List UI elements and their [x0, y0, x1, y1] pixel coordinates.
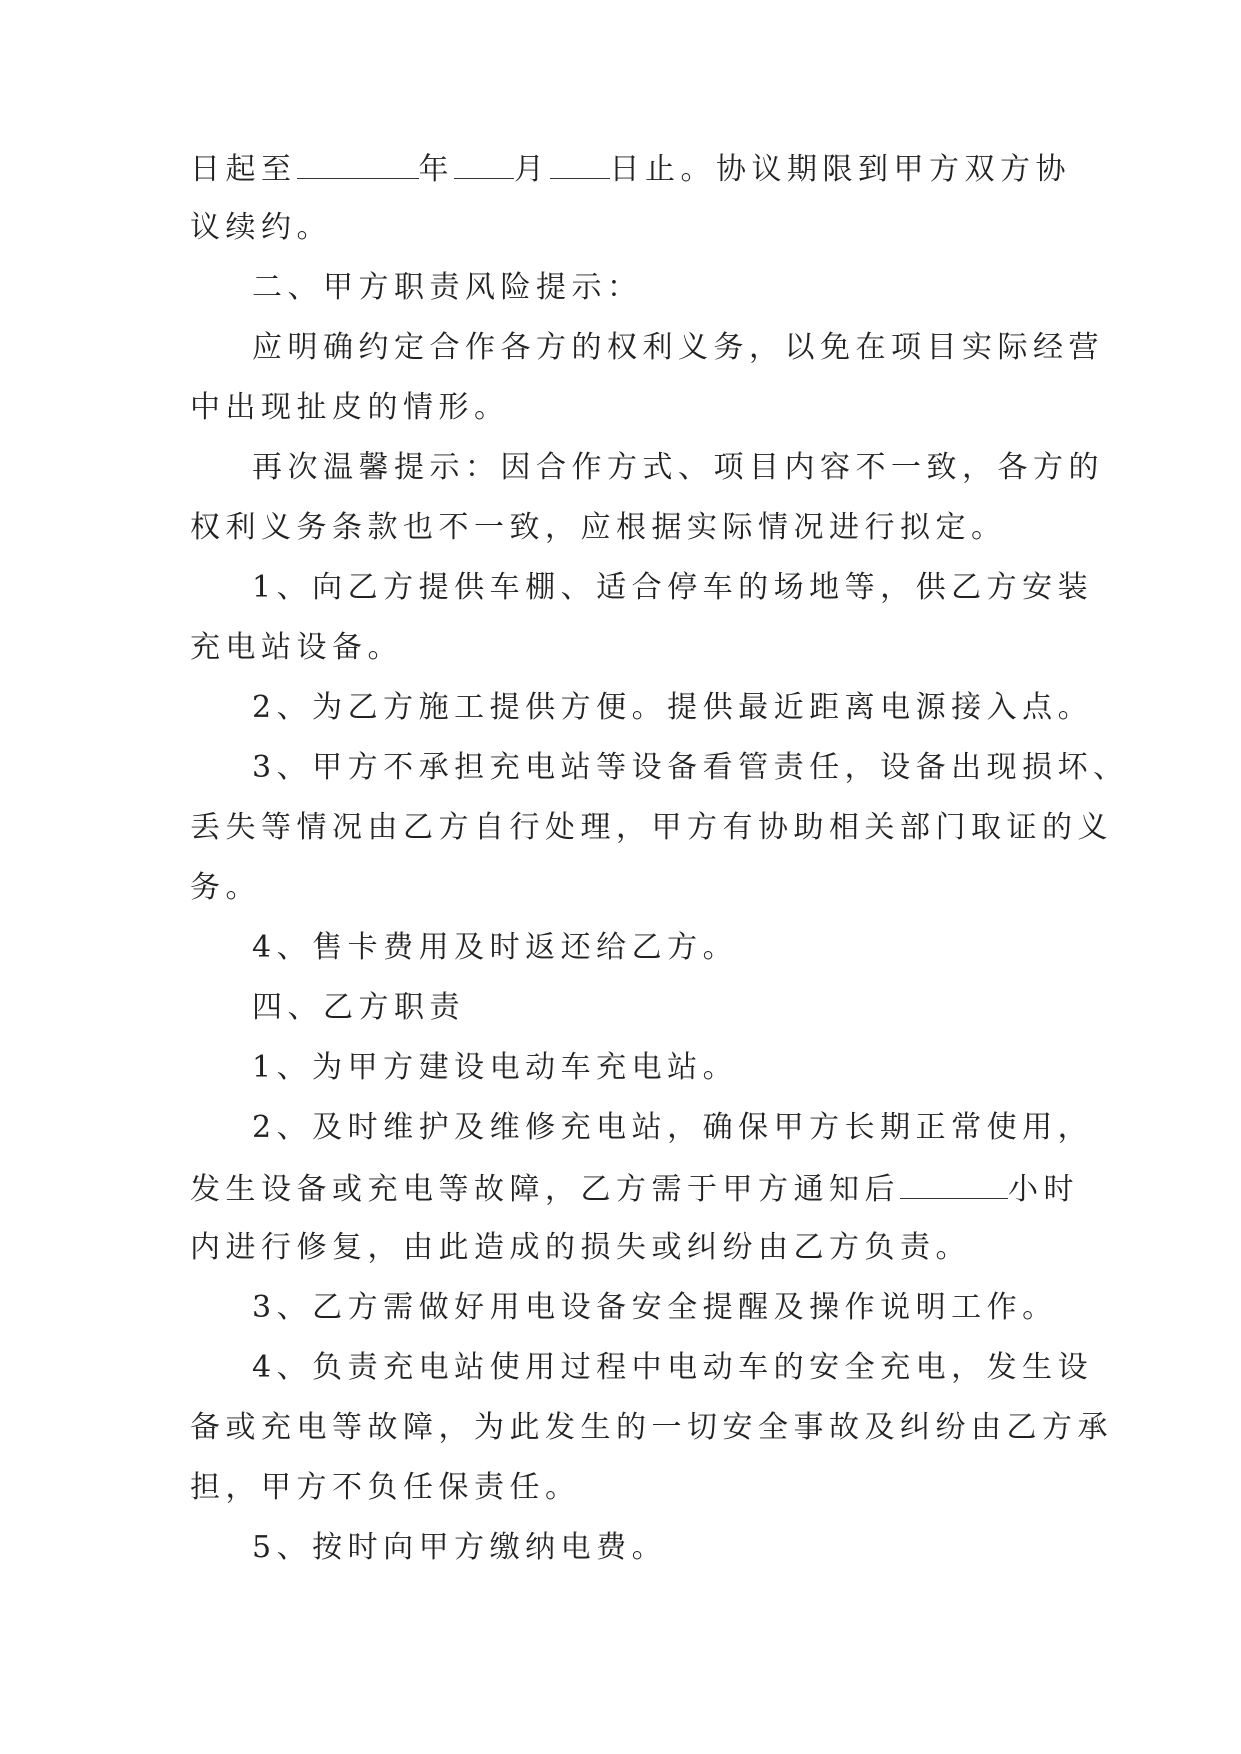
blank-hours-field[interactable] — [900, 1168, 1008, 1199]
paragraph-clarify-line-2: 中出现扯皮的情形。 — [190, 390, 510, 425]
text-date-from: 日起至 — [190, 152, 297, 187]
text-term-end: 日止。协议期限到甲方双方协 — [609, 152, 1071, 187]
party-a-item-3-line-2: 丢失等情况由乙方自行处理，甲方有协助相关部门取证的义 — [190, 810, 1113, 845]
blank-month-field[interactable] — [454, 148, 514, 179]
party-b-item-4-line-2: 备或充电等故障，为此发生的一切安全事故及纠纷由乙方承 — [190, 1410, 1113, 1445]
party-a-item-4: 4、售卡费用及时返还给乙方。 — [252, 930, 739, 965]
party-a-item-2: 2、为乙方施工提供方便。提供最近距离电源接入点。 — [252, 690, 1094, 725]
paragraph-clarify-line-1: 应明确约定合作各方的权利义务，以免在项目实际经营 — [252, 330, 1104, 365]
party-b-item-2-line-3: 内进行修复，由此造成的损失或纠纷由乙方负责。 — [190, 1230, 971, 1265]
party-b-item-3: 3、乙方需做好用电设备安全提醒及操作说明工作。 — [252, 1290, 1058, 1325]
paragraph-term-line-1 — [190, 148, 1071, 190]
paragraph-term-line-2: 议续约。 — [190, 210, 332, 245]
party-a-item-1-line-1: 1、向乙方提供车棚、适合停车的场地等，供乙方安装 — [252, 570, 1094, 605]
section-4-heading: 四、乙方职责 — [252, 990, 465, 1025]
party-a-item-3-line-1: 3、甲方不承担充电站等设备看管责任，设备出现损坏、 — [252, 750, 1129, 785]
text-year: 年 — [418, 152, 454, 187]
party-b-item-1: 1、为甲方建设电动车充电站。 — [252, 1050, 739, 1085]
text-hours: 小时 — [1008, 1172, 1079, 1207]
paragraph-reminder-line-1: 再次温馨提示：因合作方式、项目内容不一致，各方的 — [252, 450, 1104, 485]
party-b-item-2-line-1: 2、及时维护及维修充电站，确保甲方长期正常使用， — [252, 1110, 1094, 1145]
section-2-heading: 二、甲方职责风险提示： — [252, 270, 643, 305]
party-b-item-4-line-3: 担，甲方不负任保责任。 — [190, 1470, 581, 1505]
blank-year-field[interactable] — [297, 148, 419, 179]
party-b-item-5: 5、按时向甲方缴纳电费。 — [252, 1530, 668, 1565]
text-repair-notice: 发生设备或充电等故障，乙方需于甲方通知后 — [190, 1172, 900, 1207]
text-month: 月 — [514, 152, 550, 187]
party-a-item-3-line-3: 务。 — [190, 870, 261, 905]
party-a-item-1-line-2: 充电站设备。 — [190, 630, 403, 665]
party-b-item-2-line-2 — [190, 1168, 1079, 1210]
party-b-item-4-line-1: 4、负责充电站使用过程中电动车的安全充电，发生设 — [252, 1350, 1094, 1385]
blank-day-field[interactable] — [550, 148, 610, 179]
paragraph-reminder-line-2: 权利义务条款也不一致，应根据实际情况进行拟定。 — [190, 510, 1007, 545]
